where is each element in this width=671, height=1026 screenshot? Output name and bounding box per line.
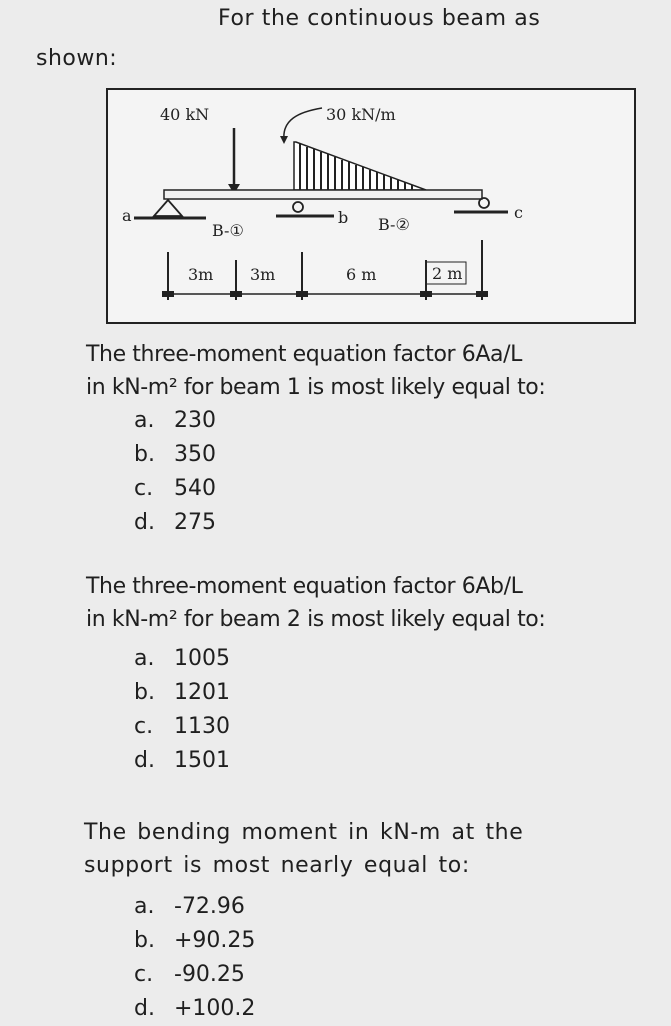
point-c-label: c: [514, 203, 523, 222]
intro-line-1: For the continuous beam as: [218, 6, 541, 31]
question-2-options: [134, 642, 230, 778]
point-a-label: a: [122, 206, 132, 225]
beam-2-label: B-②: [378, 215, 410, 234]
load-leader-line: [284, 108, 322, 140]
option[interactable]: c. -90.25: [134, 962, 245, 987]
distributed-load-block: [294, 142, 426, 190]
question-1-line-1: The three-moment equation factor 6Aa/L: [86, 342, 522, 367]
option[interactable]: d. 1501: [134, 748, 230, 773]
pin-support-a: [134, 200, 206, 218]
dim-label-1: 3m: [188, 265, 214, 284]
beam-1-label: B-①: [212, 221, 244, 240]
beam: [164, 190, 482, 199]
roller-support-c: [454, 198, 508, 212]
option[interactable]: b. 350: [134, 442, 216, 467]
question-3-line-1: The bending moment in kN-m at the: [84, 820, 524, 845]
question-3-line-2: support is most nearly equal to:: [84, 853, 470, 878]
distributed-load-label: 30 kN/m: [326, 105, 396, 124]
dim-label-2: 3m: [250, 265, 276, 284]
option[interactable]: a. -72.96: [134, 894, 245, 919]
question-1-options: [134, 404, 216, 540]
point-load-label: 40 kN: [160, 105, 210, 124]
question-2-line-1: The three-moment equation factor 6Ab/L: [86, 574, 523, 599]
question-2: [86, 570, 545, 636]
load-leader-arrowhead: [280, 136, 288, 144]
question-3: [84, 816, 523, 882]
intro-line-2: shown:: [36, 46, 118, 71]
option[interactable]: d. +100.2: [134, 996, 256, 1021]
option[interactable]: b. +90.25: [134, 928, 256, 953]
point-b-label: b: [338, 208, 349, 227]
option[interactable]: a. 1005: [134, 646, 230, 671]
option[interactable]: b. 1201: [134, 680, 230, 705]
option[interactable]: c. 1130: [134, 714, 230, 739]
option[interactable]: a. 230: [134, 408, 216, 433]
question-2-line-2: in kN-m² for beam 2 is most likely equal to:: [86, 607, 546, 632]
question-1: [86, 338, 545, 404]
question-1-line-2: in kN-m² for beam 1 is most likely equal to:: [86, 375, 546, 400]
dim-label-3: 6 m: [346, 265, 377, 284]
roller-support-b: [276, 202, 334, 216]
beam-diagram: [106, 88, 636, 324]
question-3-options: [134, 890, 255, 1026]
option[interactable]: c. 540: [134, 476, 216, 501]
dim-label-4: 2 m: [432, 264, 463, 283]
option[interactable]: d. 275: [134, 510, 216, 535]
